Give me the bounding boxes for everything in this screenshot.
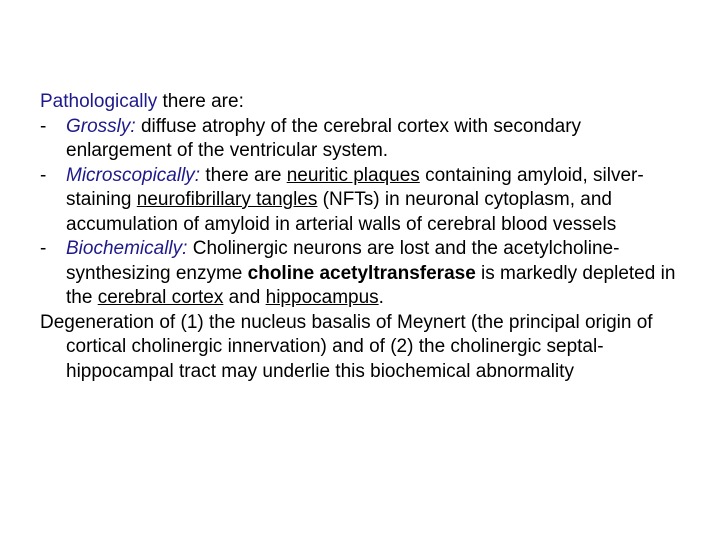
intro-rest: there are: <box>157 91 244 112</box>
gross-text: diffuse atrophy of the cerebral cortex with secondary enlargement of the ventricular system. <box>66 115 582 161</box>
degeneration-paragraph <box>40 311 680 385</box>
degeneration-text: Degeneration of (1) the nucleus basalis of Meynert (the principal origin of cortical cholinergic innervation) and of (2) the cholinergic septal-hippocampal tract may underlie this biochemical abnormality <box>40 311 653 382</box>
bio-text-2: is markedly depleted in the <box>66 262 676 308</box>
bio-label: Biochemically: <box>66 238 188 259</box>
hippocampus-term: hippocampus <box>265 287 379 308</box>
bullet-dash: - <box>40 115 47 137</box>
cerebral-cortex-term: cerebral cortex <box>97 287 224 308</box>
bullet-gross <box>40 115 680 164</box>
bullet-dash: - <box>40 238 47 259</box>
micro-text-3: (NFTs) in neuronal cytoplasm, and accumulation of amyloid in arterial walls of cerebral blood vessels <box>66 189 617 235</box>
micro-label: Microscopically: <box>66 164 201 186</box>
gross-label: Grossly: <box>66 115 136 137</box>
bio-text-3: and <box>223 287 266 308</box>
bio-text-4: . <box>378 287 384 308</box>
micro-text-1: there are <box>200 164 287 186</box>
bullet-micro <box>40 164 680 238</box>
choline-acetyltransferase-term: choline acetyltransferase <box>247 262 476 284</box>
intro-line <box>40 90 680 115</box>
bio-text-1: Cholinergic neurons are lost and the acetylcholine-synthesizing enzyme <box>66 238 620 284</box>
intro-lead: Pathologically <box>40 91 158 112</box>
slide-body <box>40 90 680 384</box>
bullet-bio <box>40 237 680 311</box>
bullet-dash: - <box>40 164 47 186</box>
neurofibrillary-tangles-term: neurofibrillary tangles <box>136 189 318 210</box>
neuritic-plaques-term: neuritic plaques <box>286 164 420 186</box>
micro-text-2: containing amyloid, silver-staining <box>66 164 644 210</box>
